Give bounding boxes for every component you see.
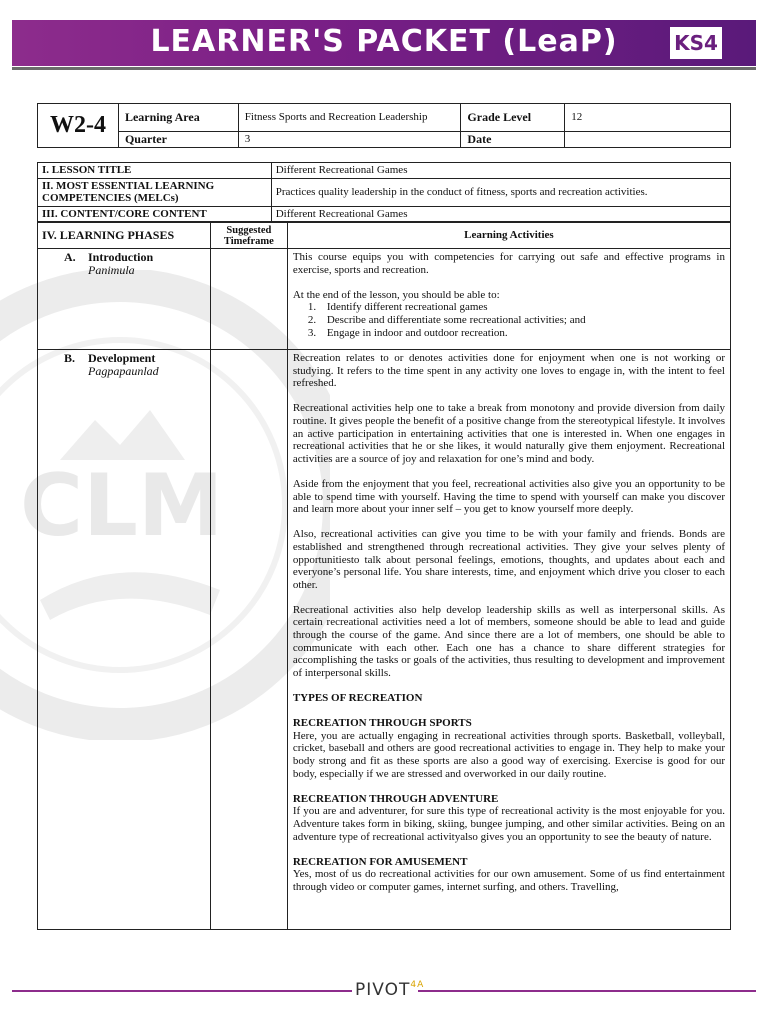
pivot-logo-tail: 4A — [410, 980, 425, 990]
paragraph: Recreational activities also help develop leadership skills as well as interpersonal skills. As certain recreational activities need a lot of members, someone should be able to lead and guide through the course of the game. And since there are a lot of members, one should be able to communicate with each other. Each one has a chance to share different strategies for accomplishing the tasks or goals of the activities, thus resulting to development and improvement of interpersonal skills. — [292, 603, 725, 679]
development-title: Development — [88, 351, 156, 365]
adventure-text: If you are and adventurer, for sure this type of recreational activity is the most enjoyable for you. Adventure takes form in biking, skiing, bungee jumping, and other similar activities. Being on an adventure type of recreational activityalso gives you an opportunity to see the beauty of nature. — [292, 805, 725, 843]
paragraph: Recreational activities help one to take a break from monotony and provide diversion from daily routine. It gives people the benefit of a positive change from the stereotypical lifestyle. It involves an active participation in entertaining activities that one is interested in. When one engages in recreational activities that he or she likes, it would naturally give them enjoyment. Recreational activities are a source of joy and relaxation for one’s mind and body. — [292, 402, 725, 465]
quarter-label: Quarter — [118, 132, 238, 148]
phases-header: IV. LEARNING PHASES — [38, 223, 211, 249]
key-stage-badge: KS4 — [670, 27, 722, 59]
date-label: Date — [461, 132, 565, 148]
learning-area-label: Learning Area — [118, 104, 238, 132]
pivot-logo-text: PIVOT — [355, 980, 411, 1000]
objective-item: 3. Engage in indoor and outdoor recreation. — [319, 327, 725, 340]
footer-rule-left — [12, 990, 352, 992]
content-label: III. CONTENT/CORE CONTENT — [38, 206, 272, 222]
intro-subtitle: Panimula — [88, 262, 135, 277]
intro-paragraph: This course equips you with competencies for carrying out safe and effective programs in exercise, sports and recreation. — [292, 251, 725, 276]
lesson-title-value: Different Recreational Games — [271, 163, 730, 179]
amusement-text: Yes, most of us do recreational activities for our own amusement. Some of us find entertainment through video or computer games, internet surfing, and others. Travelling, — [292, 868, 725, 893]
paragraph: Aside from the enjoyment that you feel, recreational activities also give you an opportunity to be able to spend time with yourself. Having the time to spend with yourself can make you discover and learn more about your inner self – you get to know yourself more deeply. — [292, 477, 725, 516]
development-subtitle: Pagpapaunlad — [88, 363, 159, 378]
lesson-info-table — [37, 103, 731, 148]
quarter-value: 3 — [238, 132, 461, 148]
header-banner — [12, 20, 756, 66]
adventure-heading: RECREATION THROUGH ADVENTURE — [292, 792, 499, 805]
learning-phases-table — [37, 222, 731, 930]
week-code: W2-4 — [38, 104, 119, 148]
development-letter: B. — [64, 351, 76, 365]
objectives-list — [319, 301, 725, 339]
pivot-logo — [355, 980, 425, 1000]
objective-item: 1. Identify different recreational games — [319, 301, 725, 314]
grade-level-value: 12 — [565, 104, 731, 132]
activities-header: Learning Activities — [287, 223, 730, 249]
types-heading: TYPES OF RECREATION — [292, 692, 423, 705]
intro-activities — [287, 249, 730, 350]
development-timeframe — [210, 350, 287, 930]
svg-text:CLM: CLM — [20, 456, 224, 556]
intro-timeframe — [210, 249, 287, 350]
lesson-title-label: I. LESSON TITLE — [38, 163, 272, 179]
timeframe-header: Suggested Timeframe — [210, 223, 287, 249]
melc-label: II. MOST ESSENTIAL LEARNING COMPETENCIES (MELCs) — [38, 178, 272, 206]
intro-objectives-lead: At the end of the lesson, you should be able to: — [292, 288, 500, 301]
intro-title: Introduction — [88, 250, 154, 264]
intro-letter: A. — [64, 250, 76, 264]
date-value — [565, 132, 731, 148]
packet-title: LEARNER'S PACKET (LeaP) — [150, 24, 618, 59]
content-value: Different Recreational Games — [271, 206, 730, 222]
objective-item: 2. Describe and differentiate some recreational activities; and — [319, 314, 725, 327]
grade-level-label: Grade Level — [461, 104, 565, 132]
sports-heading: RECREATION THROUGH SPORTS — [292, 717, 472, 730]
footer-rule-right — [418, 990, 756, 992]
lesson-meta-table — [37, 162, 731, 222]
melc-value: Practices quality leadership in the conduct of fitness, sports and recreation activities. — [271, 178, 730, 206]
paragraph: Also, recreational activities can give you time to be with your family and friends. Bonds are established and strengthened through recreational activities. They give your selves plenty of opportunitiesto talk about personal feelings, emotions, thoughts, and updates about each and everyone’s personal life. You share interests, time, and enjoyment which drive you closer to each other. — [292, 528, 725, 591]
paragraph: Recreation relates to or denotes activities done for enjoyment when one is not working or studying. It refers to the time spent in any activity one loves to engage in, with the intent to feel refreshed. — [292, 352, 725, 390]
sports-text: Here, you are actually engaging in recreational activities through sports. Basketball, volleyball, cricket, baseball and others are good recreational activities to engage in. They help to make your body strong and fit as these sports are also a good way of exercising. Exercise is good for our body, especially if we are stressed and overworked in our daily routine. — [292, 729, 725, 780]
development-phase — [38, 350, 211, 930]
introduction-phase — [38, 249, 211, 350]
learning-area-value: Fitness Sports and Recreation Leadership — [238, 104, 461, 132]
development-activities — [287, 350, 730, 930]
amusement-heading: RECREATION FOR AMUSEMENT — [292, 855, 468, 868]
